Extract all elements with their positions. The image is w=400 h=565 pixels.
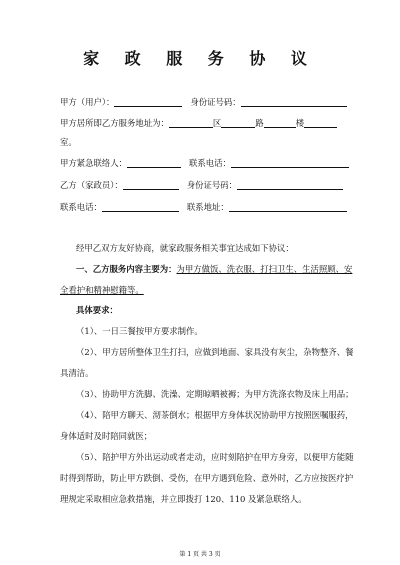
requirements-heading: 具体要求： — [76, 305, 118, 315]
section1-content: 为甲方做饭、洗衣服、打扫卫生、生活照顾、安 — [176, 264, 353, 274]
party-a-name-field[interactable] — [114, 97, 182, 107]
party-a-line — [60, 97, 347, 107]
item-5: （5）、陪护甲方外出运动或者走动，应时刻陪护在甲方身旁，以便甲方能随 — [76, 452, 354, 462]
city-field[interactable] — [169, 118, 213, 128]
party-b-name-field[interactable] — [123, 180, 179, 190]
party-b-line — [60, 180, 343, 190]
item-5-cont1: 时得到帮助，防止甲方跌倒、受伤，在甲方遇到危险、意外时，乙方应按医疗护 — [60, 473, 354, 483]
emergency-phone-field[interactable] — [231, 158, 349, 168]
party-a-label: 甲方（用户）： — [60, 97, 115, 107]
document-title: 家 政 服 务 协 议 — [83, 49, 317, 68]
road-field[interactable] — [264, 118, 296, 128]
emergency-contact-label: 甲方紧急联络人： — [60, 158, 127, 168]
party-b-id-field[interactable] — [237, 180, 343, 190]
intro-text: 经甲乙双方友好协商，就家政服务相关事宜达成如下协议： — [76, 243, 294, 253]
party-b-phone-field[interactable] — [102, 202, 179, 212]
building-field[interactable] — [304, 118, 337, 128]
party-b-address-field[interactable] — [229, 202, 347, 212]
item-3: （3）、协助甲方洗脚、洗澡、定期晾晒被褥；为甲方洗涤衣物及床上用品； — [76, 389, 354, 399]
page-footer: 第 1 页 共 3 页 — [179, 551, 221, 558]
party-b-phone-label: 联系电话： — [60, 202, 102, 212]
party-a-id-label: 身份证号码： — [190, 97, 241, 107]
section1-heading: 一、乙方服务内容主要为： — [76, 264, 177, 274]
item-1: （1）、一日三餐按甲方要求制作。 — [76, 326, 203, 336]
party-b-id-label: 身份证号码： — [186, 180, 238, 190]
item-2: （2）、甲方居所整体卫生打扫，应做到地面、家具没有灰尘，杂物整齐、餐 — [76, 347, 354, 357]
party-b-address-label: 联系地址： — [186, 202, 229, 212]
address-label: 甲方居所即乙方服务地址为： — [60, 118, 169, 128]
item-4: （4）、陪甲方聊天、沏茶倒水；根据甲方身体状况协助甲方按照医嘱服药， — [76, 410, 354, 420]
party-a-id-field[interactable] — [241, 97, 347, 107]
party-b-contact-line — [60, 202, 347, 212]
item-5-cont2: 理规定采取相应急救措施，并立即拨打 120、110 及紧急联络人。 — [60, 494, 307, 504]
emergency-line — [60, 158, 349, 168]
emergency-contact-field[interactable] — [127, 158, 181, 168]
address-line — [60, 118, 337, 128]
item-2-cont: 具清洁。 — [60, 368, 94, 378]
party-b-label: 乙方（家政员）： — [60, 180, 123, 190]
item-4-cont: 身体适时及时陪同就医； — [60, 431, 153, 441]
district-field[interactable] — [221, 118, 255, 128]
room-line — [60, 137, 77, 147]
room-label: 室。 — [60, 137, 77, 147]
section1-line — [76, 264, 352, 274]
road-label: 路 — [255, 118, 264, 128]
district-label: 区 — [212, 118, 222, 128]
emergency-phone-label: 联系电话： — [189, 158, 231, 168]
section1-content-cont: 全看护和精神慰籍等。 — [60, 285, 144, 295]
building-label: 楼 — [295, 118, 304, 128]
